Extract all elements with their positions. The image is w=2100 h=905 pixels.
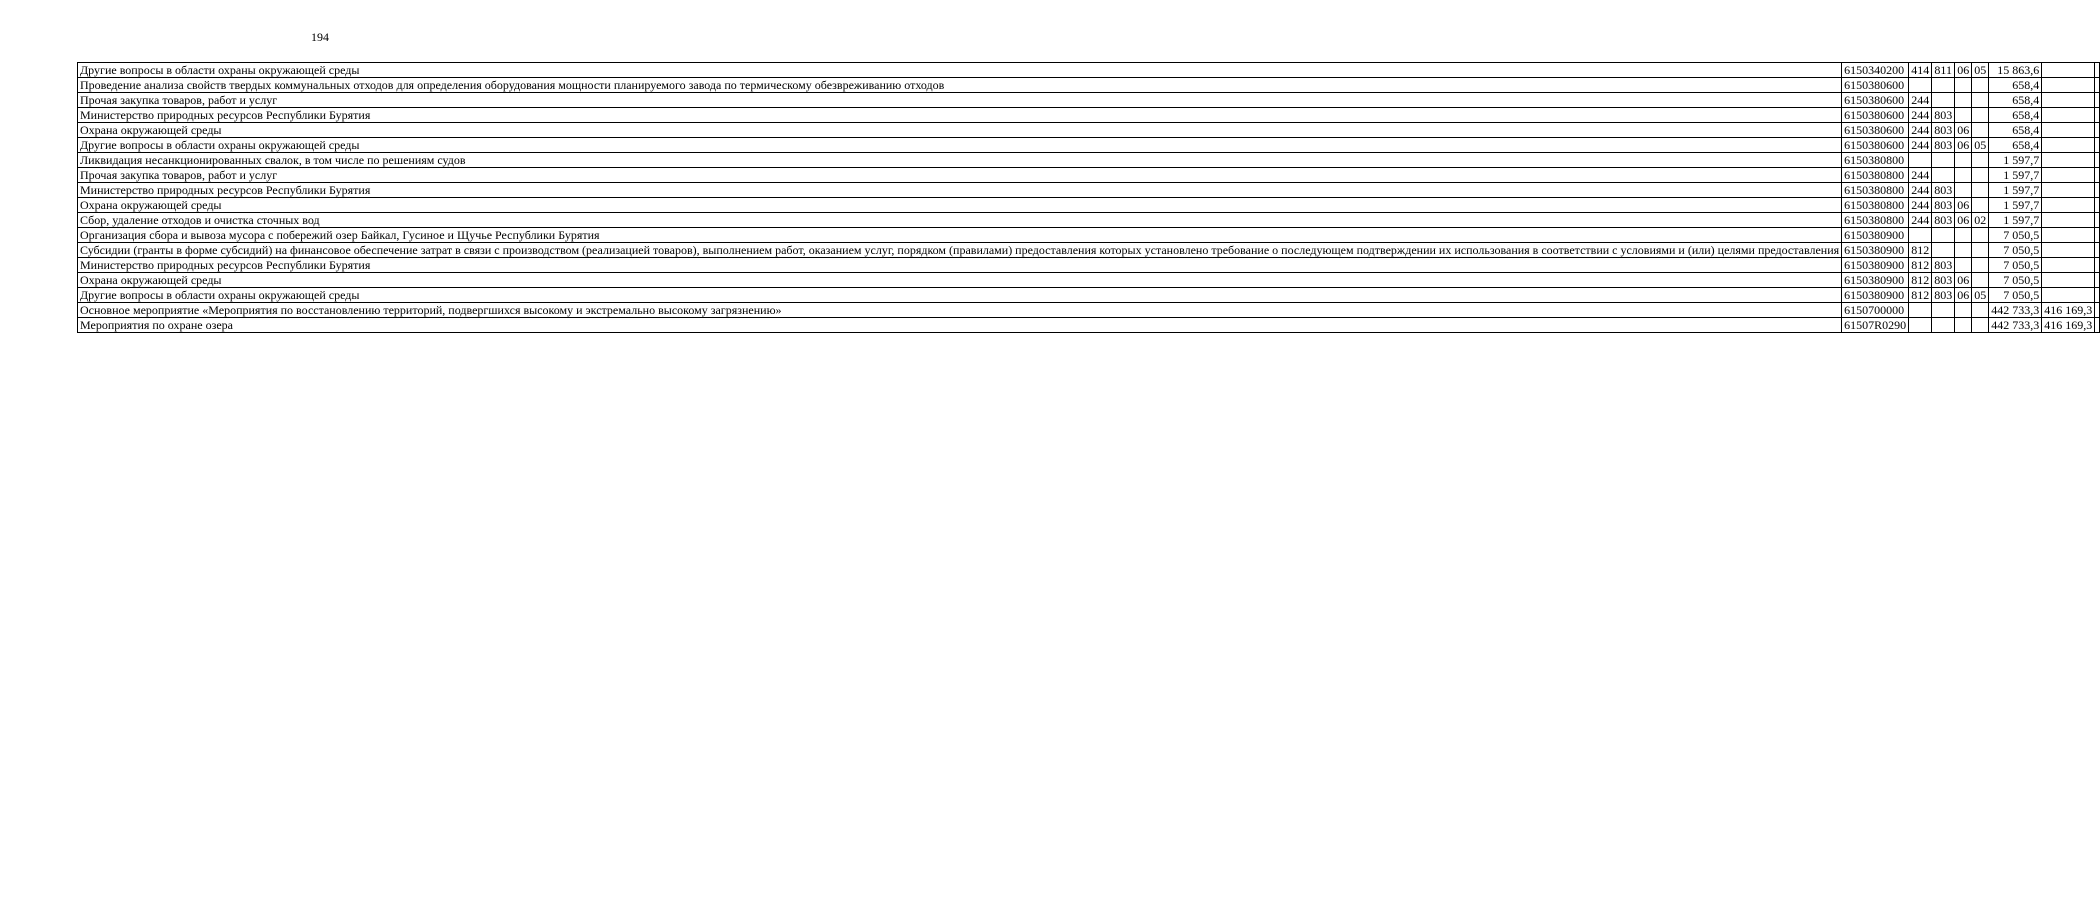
- table-row: [78, 153, 2100, 168]
- target-article-code: 6150380600: [1842, 123, 1909, 138]
- table-row: [78, 123, 2100, 138]
- target-article-code: 6150380900: [1842, 243, 1909, 258]
- subsection-code: [1972, 228, 1989, 243]
- table-row: [78, 213, 2100, 228]
- row-name: Охрана окружающей среды: [78, 198, 1842, 213]
- amount-secondary: [2042, 168, 2095, 183]
- expense-type-code: 244: [1909, 168, 1932, 183]
- table-row: [78, 198, 2100, 213]
- expense-type-code: 244: [1909, 108, 1932, 123]
- expense-type-code: 244: [1909, 93, 1932, 108]
- trailing-cell: [2095, 123, 2100, 138]
- amount-secondary: [2042, 153, 2095, 168]
- table-row: [78, 228, 2100, 243]
- row-name: Другие вопросы в области охраны окружающей среды: [78, 63, 1842, 78]
- amount-primary: 658,4: [1989, 78, 2042, 93]
- amount-secondary: [2042, 243, 2095, 258]
- trailing-cell: [2095, 288, 2100, 303]
- amount-secondary: [2042, 198, 2095, 213]
- row-name: Министерство природных ресурсов Республики Бурятия: [78, 183, 1842, 198]
- amount-primary: 1 597,7: [1989, 213, 2042, 228]
- section-code: [1955, 153, 1972, 168]
- target-article-code: 6150380800: [1842, 168, 1909, 183]
- amount-primary: 7 050,5: [1989, 228, 2042, 243]
- section-code: [1955, 93, 1972, 108]
- row-name: Другие вопросы в области охраны окружающей среды: [78, 288, 1842, 303]
- administrator-code: [1932, 168, 1955, 183]
- amount-secondary: [2042, 273, 2095, 288]
- budget-table-body: [78, 63, 2100, 333]
- amount-primary: 7 050,5: [1989, 258, 2042, 273]
- section-code: 06: [1955, 273, 1972, 288]
- target-article-code: 6150380900: [1842, 258, 1909, 273]
- table-row: [78, 168, 2100, 183]
- target-article-code: 6150380600: [1842, 78, 1909, 93]
- trailing-cell: [2095, 78, 2100, 93]
- row-name: Охрана окружающей среды: [78, 273, 1842, 288]
- trailing-cell: [2095, 303, 2100, 318]
- administrator-code: 803: [1932, 213, 1955, 228]
- row-name: Министерство природных ресурсов Республики Бурятия: [78, 258, 1842, 273]
- trailing-cell: [2095, 153, 2100, 168]
- expense-type-code: [1909, 78, 1932, 93]
- amount-primary: 1 597,7: [1989, 168, 2042, 183]
- trailing-cell: [2095, 108, 2100, 123]
- table-row: [78, 318, 2100, 333]
- expense-type-code: 812: [1909, 258, 1932, 273]
- section-code: [1955, 78, 1972, 93]
- amount-primary: 658,4: [1989, 138, 2042, 153]
- amount-secondary: [2042, 258, 2095, 273]
- row-name: Субсидии (гранты в форме субсидий) на финансовое обеспечение затрат в связи с производством (реализацией товаров), выполнением работ, оказанием услуг, порядком (правилами) предоставления которых установлено требование о последующем подтверждении их использования в соответствии с условиями и (или) целями предоставления: [78, 243, 1842, 258]
- subsection-code: [1972, 93, 1989, 108]
- trailing-cell: [2095, 273, 2100, 288]
- target-article-code: 6150700000: [1842, 303, 1909, 318]
- row-name: Мероприятия по охране озера: [78, 318, 1842, 333]
- administrator-code: [1932, 93, 1955, 108]
- trailing-cell: [2095, 213, 2100, 228]
- table-row: [78, 183, 2100, 198]
- section-code: [1955, 303, 1972, 318]
- table-row: [78, 138, 2100, 153]
- section-code: [1955, 108, 1972, 123]
- trailing-cell: [2095, 183, 2100, 198]
- row-name: Организация сбора и вывоза мусора с побережий озер Байкал, Гусиное и Щучье Республики Бурятия: [78, 228, 1842, 243]
- expense-type-code: 244: [1909, 213, 1932, 228]
- target-article-code: 6150380800: [1842, 153, 1909, 168]
- amount-primary: 658,4: [1989, 108, 2042, 123]
- subsection-code: 02: [1972, 213, 1989, 228]
- subsection-code: [1972, 318, 1989, 333]
- target-article-code: 6150380900: [1842, 273, 1909, 288]
- target-article-code: 6150380800: [1842, 198, 1909, 213]
- amount-secondary: [2042, 123, 2095, 138]
- administrator-code: [1932, 78, 1955, 93]
- page-number: 194: [311, 30, 329, 44]
- expense-type-code: 244: [1909, 198, 1932, 213]
- subsection-code: [1972, 243, 1989, 258]
- expense-type-code: [1909, 303, 1932, 318]
- expense-type-code: 812: [1909, 243, 1932, 258]
- target-article-code: 6150380900: [1842, 288, 1909, 303]
- subsection-code: [1972, 183, 1989, 198]
- expense-type-code: 414: [1909, 63, 1932, 78]
- trailing-cell: [2095, 198, 2100, 213]
- amount-primary: 7 050,5: [1989, 288, 2042, 303]
- section-code: [1955, 258, 1972, 273]
- expense-type-code: 812: [1909, 273, 1932, 288]
- subsection-code: 05: [1972, 63, 1989, 78]
- subsection-code: [1972, 153, 1989, 168]
- administrator-code: 803: [1932, 183, 1955, 198]
- row-name: Проведение анализа свойств твердых коммунальных отходов для определения оборудования мощности планируемого завода по термическому обезвреживанию отходов: [78, 78, 1842, 93]
- trailing-cell: [2095, 228, 2100, 243]
- expense-type-code: 812: [1909, 288, 1932, 303]
- administrator-code: 803: [1932, 198, 1955, 213]
- administrator-code: 803: [1932, 288, 1955, 303]
- administrator-code: [1932, 243, 1955, 258]
- amount-secondary: [2042, 78, 2095, 93]
- trailing-cell: [2095, 258, 2100, 273]
- trailing-cell: [2095, 93, 2100, 108]
- target-article-code: 6150380600: [1842, 108, 1909, 123]
- amount-primary: 658,4: [1989, 123, 2042, 138]
- table-row: [78, 63, 2100, 78]
- administrator-code: [1932, 228, 1955, 243]
- section-code: 06: [1955, 123, 1972, 138]
- section-code: 06: [1955, 138, 1972, 153]
- target-article-code: 6150380900: [1842, 228, 1909, 243]
- row-name: Прочая закупка товаров, работ и услуг: [78, 168, 1842, 183]
- amount-secondary: [2042, 63, 2095, 78]
- row-name: Сбор, удаление отходов и очистка сточных вод: [78, 213, 1842, 228]
- section-code: [1955, 183, 1972, 198]
- amount-primary: 15 863,6: [1989, 63, 2042, 78]
- expense-type-code: 244: [1909, 183, 1932, 198]
- amount-primary: 442 733,3: [1989, 318, 2042, 333]
- administrator-code: 811: [1932, 63, 1955, 78]
- amount-secondary: [2042, 213, 2095, 228]
- amount-secondary: [2042, 288, 2095, 303]
- target-article-code: 6150380800: [1842, 213, 1909, 228]
- administrator-code: [1932, 318, 1955, 333]
- subsection-code: 05: [1972, 138, 1989, 153]
- budget-table: [77, 62, 2100, 333]
- trailing-cell: [2095, 63, 2100, 78]
- subsection-code: 05: [1972, 288, 1989, 303]
- expense-type-code: 244: [1909, 138, 1932, 153]
- table-row: [78, 258, 2100, 273]
- section-code: 06: [1955, 198, 1972, 213]
- row-name: Ликвидация несанкционированных свалок, в том числе по решениям судов: [78, 153, 1842, 168]
- row-name: Другие вопросы в области охраны окружающей среды: [78, 138, 1842, 153]
- administrator-code: 803: [1932, 108, 1955, 123]
- table-row: [78, 93, 2100, 108]
- section-code: 06: [1955, 63, 1972, 78]
- section-code: [1955, 228, 1972, 243]
- amount-secondary: [2042, 183, 2095, 198]
- administrator-code: 803: [1932, 138, 1955, 153]
- amount-secondary: 416 169,3: [2042, 303, 2095, 318]
- amount-primary: 1 597,7: [1989, 198, 2042, 213]
- administrator-code: 803: [1932, 123, 1955, 138]
- trailing-cell: [2095, 138, 2100, 153]
- subsection-code: [1972, 303, 1989, 318]
- target-article-code: 6150340200: [1842, 63, 1909, 78]
- amount-primary: 658,4: [1989, 93, 2042, 108]
- section-code: [1955, 318, 1972, 333]
- target-article-code: 6150380600: [1842, 93, 1909, 108]
- amount-primary: 1 597,7: [1989, 183, 2042, 198]
- amount-primary: 7 050,5: [1989, 243, 2042, 258]
- subsection-code: [1972, 273, 1989, 288]
- subsection-code: [1972, 78, 1989, 93]
- amount-secondary: [2042, 108, 2095, 123]
- section-code: 06: [1955, 213, 1972, 228]
- amount-primary: 442 733,3: [1989, 303, 2042, 318]
- expense-type-code: [1909, 318, 1932, 333]
- target-article-code: 6150380800: [1842, 183, 1909, 198]
- row-name: Прочая закупка товаров, работ и услуг: [78, 93, 1842, 108]
- section-code: [1955, 168, 1972, 183]
- expense-type-code: [1909, 228, 1932, 243]
- administrator-code: 803: [1932, 258, 1955, 273]
- table-row: [78, 108, 2100, 123]
- row-name: Министерство природных ресурсов Республики Бурятия: [78, 108, 1842, 123]
- trailing-cell: [2095, 318, 2100, 333]
- section-code: [1955, 243, 1972, 258]
- target-article-code: 61507R0290: [1842, 318, 1909, 333]
- row-name: Основное мероприятие «Мероприятия по восстановлению территорий, подвергшихся высокому и экстремально высокому загрязнению»: [78, 303, 1842, 318]
- amount-primary: 1 597,7: [1989, 153, 2042, 168]
- amount-secondary: [2042, 138, 2095, 153]
- section-code: 06: [1955, 288, 1972, 303]
- administrator-code: 803: [1932, 273, 1955, 288]
- trailing-cell: [2095, 168, 2100, 183]
- expense-type-code: 244: [1909, 123, 1932, 138]
- amount-secondary: [2042, 93, 2095, 108]
- subsection-code: [1972, 123, 1989, 138]
- trailing-cell: [2095, 243, 2100, 258]
- table-row: [78, 243, 2100, 258]
- target-article-code: 6150380600: [1842, 138, 1909, 153]
- amount-secondary: 416 169,3: [2042, 318, 2095, 333]
- table-row: [78, 303, 2100, 318]
- subsection-code: [1972, 258, 1989, 273]
- amount-secondary: [2042, 228, 2095, 243]
- subsection-code: [1972, 168, 1989, 183]
- amount-primary: 7 050,5: [1989, 273, 2042, 288]
- administrator-code: [1932, 303, 1955, 318]
- subsection-code: [1972, 108, 1989, 123]
- subsection-code: [1972, 198, 1989, 213]
- table-row: [78, 288, 2100, 303]
- row-name: Охрана окружающей среды: [78, 123, 1842, 138]
- table-row: [78, 273, 2100, 288]
- table-row: [78, 78, 2100, 93]
- expense-type-code: [1909, 153, 1932, 168]
- administrator-code: [1932, 153, 1955, 168]
